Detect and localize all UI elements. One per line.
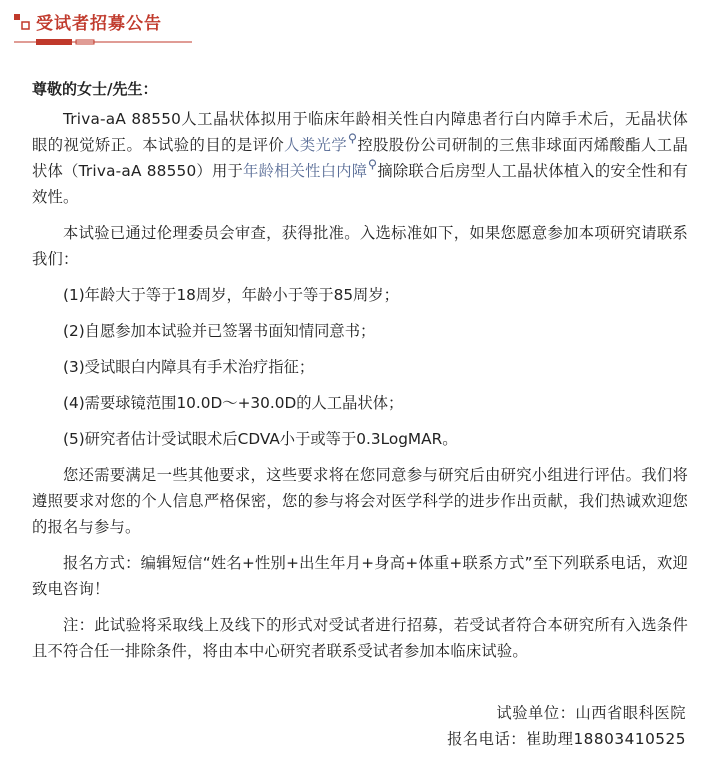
criterion-item: (4)需要球镜范围10.0D～+30.0D的人工晶状体； <box>63 394 404 412</box>
intro-text-1: Triva-aA 88550人工晶状体拟用于临床年龄相关性白内障患者行白内障手术后，无晶状体眼的视觉矫正。本试验的目的是评价 <box>32 110 688 154</box>
search-marker-icon[interactable] <box>348 133 357 144</box>
paragraph-intro <box>32 106 688 210</box>
notice-mark-icon <box>12 12 32 32</box>
criterion-item: (5)研究者估计受试眼术后CDVA小于或等于0.3LogMAR。 <box>63 430 458 448</box>
announcement-body <box>32 76 688 674</box>
intro-text-2: 控股股份公司研制的三焦非球面丙烯酸酯人工晶状体（Triva-aA 88550）用于 <box>32 136 688 180</box>
search-marker-icon[interactable] <box>368 159 377 170</box>
criterion-item: (2)自愿参加本试验并已签署书面知情同意书； <box>63 322 376 340</box>
paragraph-privacy: 您还需要满足一些其他要求，这些要求将在您同意参与研究后由研究小组进行评估。我们将遵照要求对您的个人信息严格保密，您的参与将会对医学科学的进步作出贡献，我们热诚欢迎您的报名与参与。 <box>32 466 688 536</box>
header-decoration <box>14 36 194 48</box>
criterion-item: (3)受试眼白内障具有手术治疗指征； <box>63 358 315 376</box>
intro-text-3: 摘除联合后房型人工晶状体植入的安全性和有效性。 <box>32 162 688 206</box>
criterion-item: (1)年龄大于等于18周岁，年龄小于等于85周岁； <box>63 286 399 304</box>
paragraph-note: 注：此试验将采取线上及线下的形式对受试者进行招募，若受试者符合本研究所有入选条件且不符合任一排除条件，将由本中心研究者联系受试者参加本临床试验。 <box>32 616 688 660</box>
paragraph-approval: 本试验已通过伦理委员会审查，获得批准。入选标准如下，如果您愿意参加本项研究请联系我们： <box>32 224 688 268</box>
trial-unit: 试验单位：山西省眼科医院 <box>496 704 686 722</box>
company-link[interactable]: 人类光学 <box>284 136 348 154</box>
paragraph-signup: 报名方式：编辑短信“姓名+性别+出生年月+身高+体重+联系方式”至下列联系电话，欢迎致电咨询！ <box>32 554 688 598</box>
header-title: 受试者招募公告 <box>36 14 162 34</box>
cataract-link[interactable]: 年龄相关性白内障 <box>243 162 368 180</box>
signup-phone: 报名电话：崔助理18803410525 <box>447 730 686 748</box>
greeting: 尊敬的女士/先生： <box>32 80 158 98</box>
header-banner <box>0 0 712 52</box>
contact-footer <box>447 700 686 752</box>
